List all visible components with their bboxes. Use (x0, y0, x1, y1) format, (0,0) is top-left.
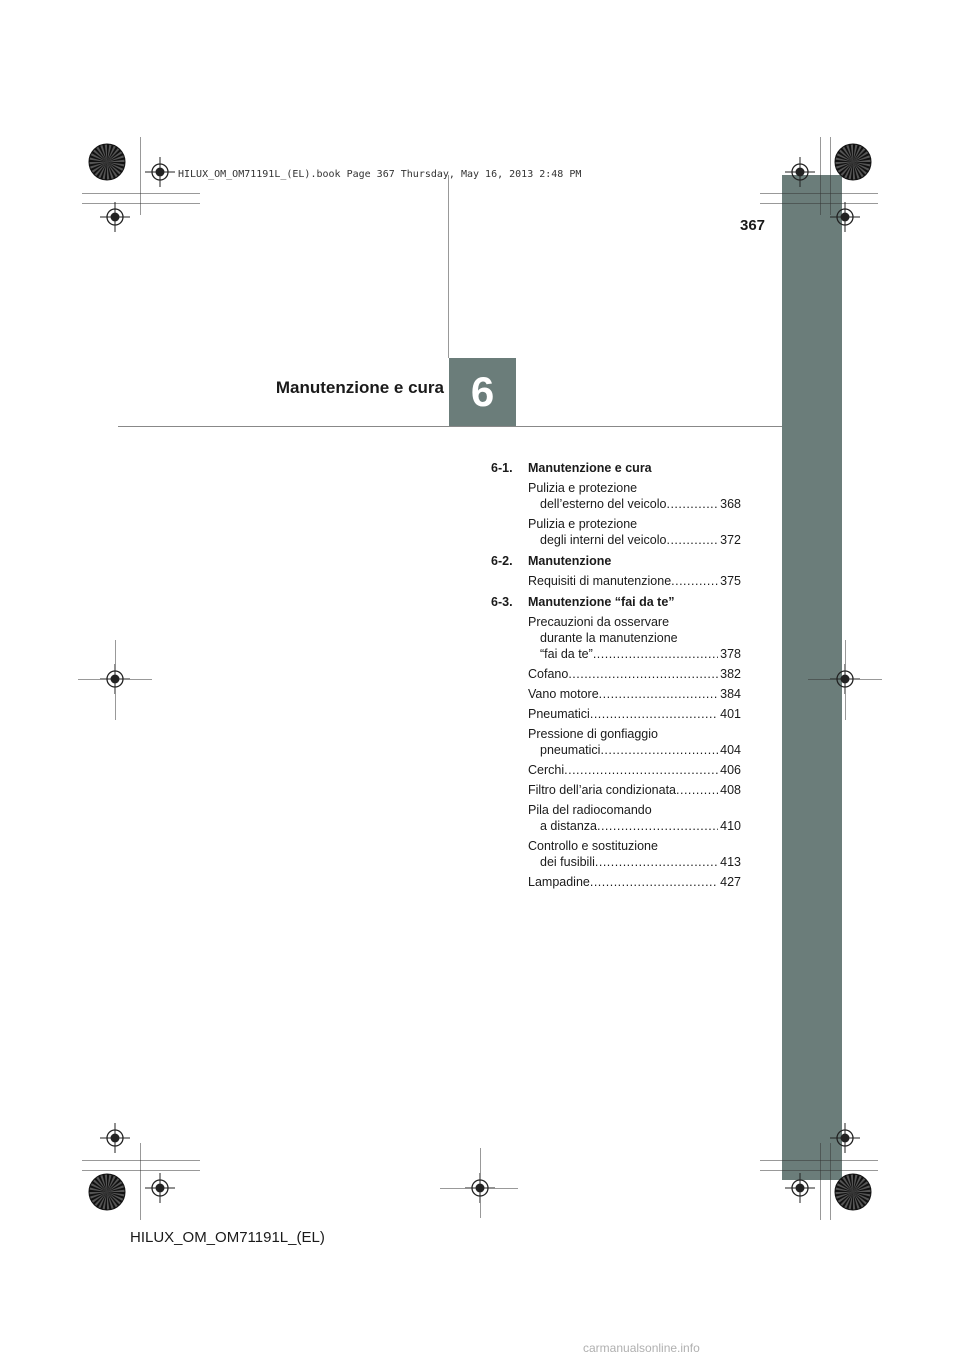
toc-entry[interactable] (528, 573, 741, 589)
toc-entry[interactable] (528, 874, 741, 890)
toc-section-number: 6-3. (491, 595, 513, 609)
crop-line (760, 1170, 878, 1171)
toc-entry-text: Pneumatici (528, 707, 590, 721)
chapter-title: Manutenzione e cura (275, 378, 444, 397)
toc-entry-text: “fai da te” (540, 647, 593, 661)
toc-section-title: Manutenzione (528, 554, 612, 568)
toc-entry[interactable] (528, 480, 741, 512)
toc-section (491, 553, 741, 589)
registration-starburst-icon (833, 1172, 873, 1212)
toc-leader-dots (666, 532, 718, 548)
toc-page-number: 372 (720, 533, 741, 547)
toc-leader-dots (590, 706, 718, 722)
toc-entry-text: Pulizia e protezione (528, 517, 638, 531)
toc-entry-text: Controllo e sostituzione (528, 839, 658, 853)
crop-line (760, 1160, 878, 1161)
toc-section-title: Manutenzione “fai da te” (528, 595, 675, 609)
toc-leader-dots (593, 646, 718, 662)
registration-crosshair-icon (785, 1173, 815, 1203)
toc-section (491, 594, 741, 890)
toc-page-number: 406 (720, 763, 741, 777)
toc-leader-dots (600, 742, 718, 758)
toc-entry[interactable] (528, 516, 741, 548)
toc-entry[interactable] (528, 614, 741, 662)
registration-crosshair-icon (465, 1173, 495, 1203)
crop-line (140, 1143, 141, 1220)
toc-leader-dots (676, 782, 718, 798)
chapter-number-box: 6 (449, 358, 516, 426)
toc-entry-text: a distanza (540, 819, 597, 833)
toc-entry-text: Pila del radiocomando (528, 803, 652, 817)
toc-entry-text: durante la manutenzione (540, 631, 678, 645)
toc-section (491, 460, 741, 548)
toc-section-number: 6-2. (491, 554, 513, 568)
chapter-divider-rule (118, 426, 782, 427)
crop-line (760, 203, 878, 204)
toc-entry[interactable] (528, 762, 741, 778)
toc-entry-text: Cerchi (528, 763, 565, 777)
toc-section-title: Manutenzione e cura (528, 461, 652, 475)
toc-page-number: 401 (720, 707, 741, 721)
watermark: carmanualsonline.info (583, 1341, 700, 1355)
crop-line (820, 1143, 821, 1220)
toc-entry[interactable] (528, 726, 741, 758)
toc-page-number: 368 (720, 497, 741, 511)
crop-line (82, 193, 200, 194)
toc-entry-text: Pressione di gonfiaggio (528, 727, 658, 741)
toc-leader-dots (666, 496, 718, 512)
toc-entry-text: Cofano (528, 667, 569, 681)
crop-line (82, 1160, 200, 1161)
toc-page-number: 408 (720, 783, 741, 797)
crop-line (830, 1143, 831, 1220)
registration-crosshair-icon (100, 1123, 130, 1153)
toc-entry-text: Pulizia e protezione (528, 481, 638, 495)
print-header-stamp: HILUX_OM_OM71191L_(EL).book Page 367 Thursday, May 16, 2013 2:48 PM (178, 169, 582, 180)
toc-leader-dots (590, 874, 718, 890)
toc-page-number: 410 (720, 819, 741, 833)
toc-leader-dots (597, 818, 718, 834)
registration-crosshair-icon (100, 202, 130, 232)
registration-starburst-icon (833, 142, 873, 182)
crop-line (760, 193, 878, 194)
toc-entry-text: Precauzioni da osservare (528, 615, 670, 629)
toc-page-number: 413 (720, 855, 741, 869)
toc-leader-dots (564, 762, 718, 778)
registration-crosshair-icon (145, 157, 175, 187)
registration-crosshair-icon (830, 202, 860, 232)
toc-entry[interactable] (528, 666, 741, 682)
toc-entry-text: Vano motore (528, 687, 599, 701)
toc-page-number: 375 (720, 574, 741, 588)
toc-page-number: 382 (720, 667, 741, 681)
toc-entry[interactable] (528, 686, 741, 702)
toc-entry-text: Lampadine (528, 875, 590, 889)
toc-leader-dots (568, 666, 718, 682)
page-number: 367 (740, 217, 766, 234)
document-id: HILUX_OM_OM71191L_(EL) (130, 1229, 325, 1246)
registration-starburst-icon (87, 142, 127, 182)
registration-starburst-icon (87, 1172, 127, 1212)
toc-entry-text: degli interni del veicolo (540, 533, 667, 547)
registration-crosshair-icon (100, 664, 130, 694)
toc-leader-dots (599, 686, 718, 702)
registration-crosshair-icon (145, 1173, 175, 1203)
toc-section-number: 6-1. (491, 461, 513, 475)
toc-page-number: 378 (720, 647, 741, 661)
toc-entry[interactable] (528, 782, 741, 798)
crop-line (82, 1170, 200, 1171)
toc-leader-dots (671, 573, 718, 589)
toc-entry[interactable] (528, 802, 741, 834)
toc-page-number: 427 (720, 875, 741, 889)
registration-crosshair-icon (830, 1123, 860, 1153)
registration-crosshair-icon (830, 664, 860, 694)
table-of-contents (491, 460, 741, 895)
header-vertical-rule (448, 175, 449, 358)
toc-entry[interactable] (528, 706, 741, 722)
toc-entry-text: Filtro dell’aria condizionata (528, 783, 676, 797)
toc-entry-text: dell’esterno del veicolo (540, 497, 667, 511)
toc-entry-text: dei fusibili (540, 855, 595, 869)
registration-crosshair-icon (785, 157, 815, 187)
toc-page-number: 384 (720, 687, 741, 701)
toc-entry[interactable] (528, 838, 741, 870)
toc-entry-text: pneumatici (540, 743, 601, 757)
toc-page-number: 404 (720, 743, 741, 757)
toc-leader-dots (595, 854, 718, 870)
toc-entry-text: Requisiti di manutenzione (528, 574, 672, 588)
